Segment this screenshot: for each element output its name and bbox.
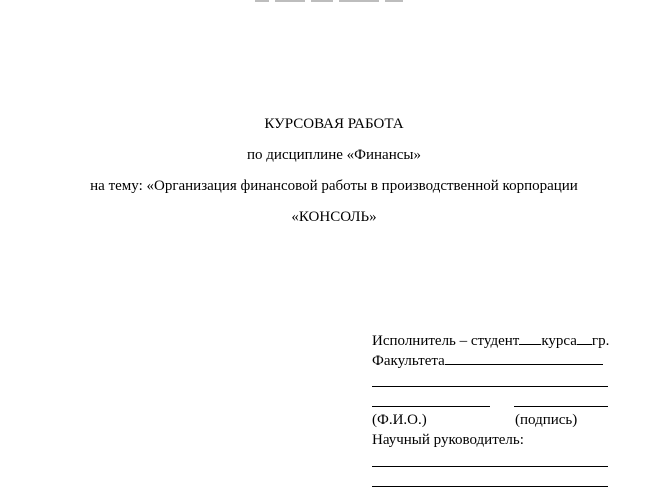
supervisor-row [372, 430, 617, 450]
blank-line [372, 466, 608, 467]
supervisor-label: Научный руководитель: [372, 432, 524, 448]
blank-line-row-3 [372, 470, 617, 490]
faculty-label: Факультета [372, 353, 445, 369]
faculty-blank [445, 350, 603, 365]
faculty-row [372, 350, 617, 370]
document-type: КУРСОВАЯ РАБОТА [264, 116, 404, 132]
blank-line [372, 486, 608, 487]
cropped-top-text [255, 0, 415, 3]
title-block [0, 112, 668, 236]
blank-line-row-1 [372, 370, 617, 390]
signature-blank-line [514, 406, 608, 407]
executor-row [372, 330, 617, 350]
fio-signature-row [372, 410, 617, 430]
topic-line: на тему: «Организация финансовой работы в производственной корпорации [90, 178, 578, 194]
fio-label: (Ф.И.О.) [372, 412, 427, 428]
blank-line [372, 386, 608, 387]
split-line-row [372, 390, 617, 410]
company-name: «КОНСОЛЬ» [291, 209, 377, 225]
blank-line-row-2 [372, 450, 617, 470]
fio-blank-line [372, 406, 490, 407]
discipline-line: по дисциплине «Финансы» [247, 147, 421, 163]
signature-block [372, 330, 617, 490]
signature-label: (подпись) [515, 412, 578, 428]
group-blank [577, 330, 592, 345]
executor-label: Исполнитель – студент [372, 333, 520, 349]
course-blank [519, 330, 541, 345]
course-label: курса [541, 333, 577, 349]
group-label: гр. [591, 333, 610, 349]
